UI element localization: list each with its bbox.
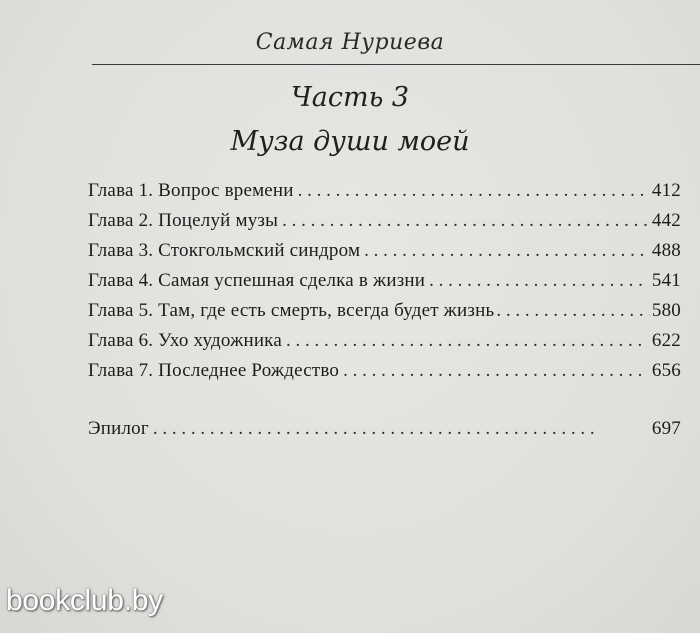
toc-entry-chapter-1 [88,180,681,210]
toc-entry-title: Эпилог [88,418,149,439]
toc-entry-page: 412 [651,180,681,201]
dot-leader [286,330,648,352]
dot-leader [364,240,648,262]
dot-leader [282,210,648,232]
watermark-logo: bookclub.by [6,584,163,617]
toc-entry-page: 580 [651,300,681,321]
toc-entry-page: 488 [651,240,681,261]
toc-entry-title: Глава 6. Ухо художника [88,330,282,351]
toc-entry-title: Глава 2. Поцелуй музы [88,210,279,231]
toc-entry-title: Глава 7. Последнее Рождество [88,360,340,381]
toc-entry-chapter-2 [88,210,681,240]
toc-entry-page: 697 [651,418,681,439]
toc-entry-chapter-6 [88,330,681,360]
toc-entry-epilog [88,418,681,448]
dot-leader [343,360,648,382]
toc-entry-title: Глава 3. Стокгольмский синдром [88,240,361,261]
toc-entry-chapter-5 [88,300,681,330]
toc-entry-page: 442 [651,210,681,231]
toc-entry-chapter-7 [88,360,681,390]
table-of-contents [88,180,681,448]
part-title: Часть 3 [290,82,410,113]
dot-leader [298,180,648,202]
header-rule [92,64,700,65]
part-subtitle: Муза души моей [230,126,470,157]
toc-entry-chapter-4 [88,270,681,300]
dot-leader [153,418,648,440]
toc-entry-title: Глава 4. Самая успешная сделка в жизни [88,270,426,291]
toc-entry-page: 541 [651,270,681,291]
toc-entry-page: 622 [651,330,681,351]
toc-entry-page: 656 [651,360,681,381]
toc-entry-title: Глава 5. Там, где есть смерть, всегда будет жизнь [88,300,495,321]
dot-leader [429,270,648,292]
dot-leader [496,300,650,322]
toc-entry-chapter-3 [88,240,681,270]
running-head-author: Самая Нуриева [255,30,445,55]
toc-entry-title: Глава 1. Вопрос времени [88,180,294,201]
